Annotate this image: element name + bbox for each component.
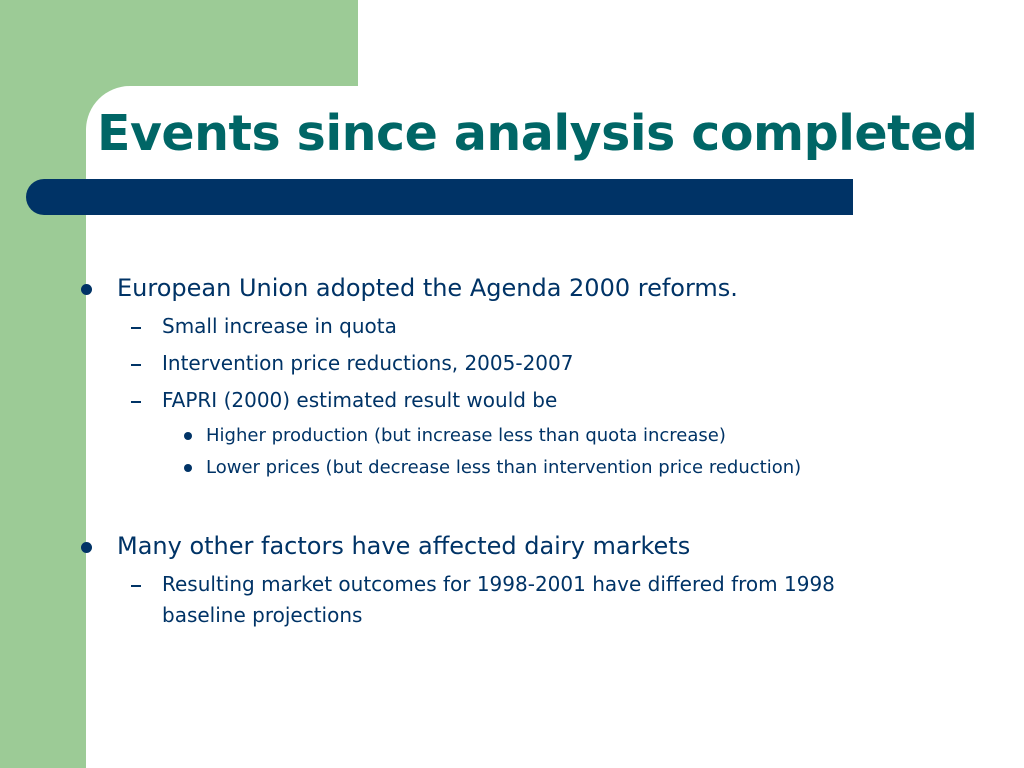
bullet-dot: [81, 542, 92, 553]
subbullet-text: FAPRI (2000) estimated result would be: [162, 388, 558, 412]
dash-marker: [131, 364, 141, 366]
subbullet-text: Small increase in quota: [162, 314, 397, 338]
bullet-dot: [81, 284, 92, 295]
bullet-text: Many other factors have affected dairy markets: [117, 532, 691, 560]
subbullet-text: Intervention price reductions, 2005-2007: [162, 351, 574, 375]
subbullet-text-line2: baseline projections: [162, 603, 363, 627]
subbullet-text-line1: Resulting market outcomes for 1998-2001 have differed from 1998: [162, 572, 835, 596]
dash-marker: [131, 585, 141, 587]
small-bullet-dot: [184, 432, 192, 440]
small-bullet-dot: [184, 464, 192, 472]
sub-subbullet-text: Higher production (but increase less than quota increase): [206, 425, 726, 446]
sub-subbullet-text: Lower prices (but decrease less than intervention price reduction): [206, 457, 802, 478]
dash-marker: [131, 401, 141, 403]
slide-title: Events since analysis completed: [97, 105, 978, 162]
dash-marker: [131, 327, 141, 329]
bullet-text: European Union adopted the Agenda 2000 reforms.: [117, 274, 738, 302]
